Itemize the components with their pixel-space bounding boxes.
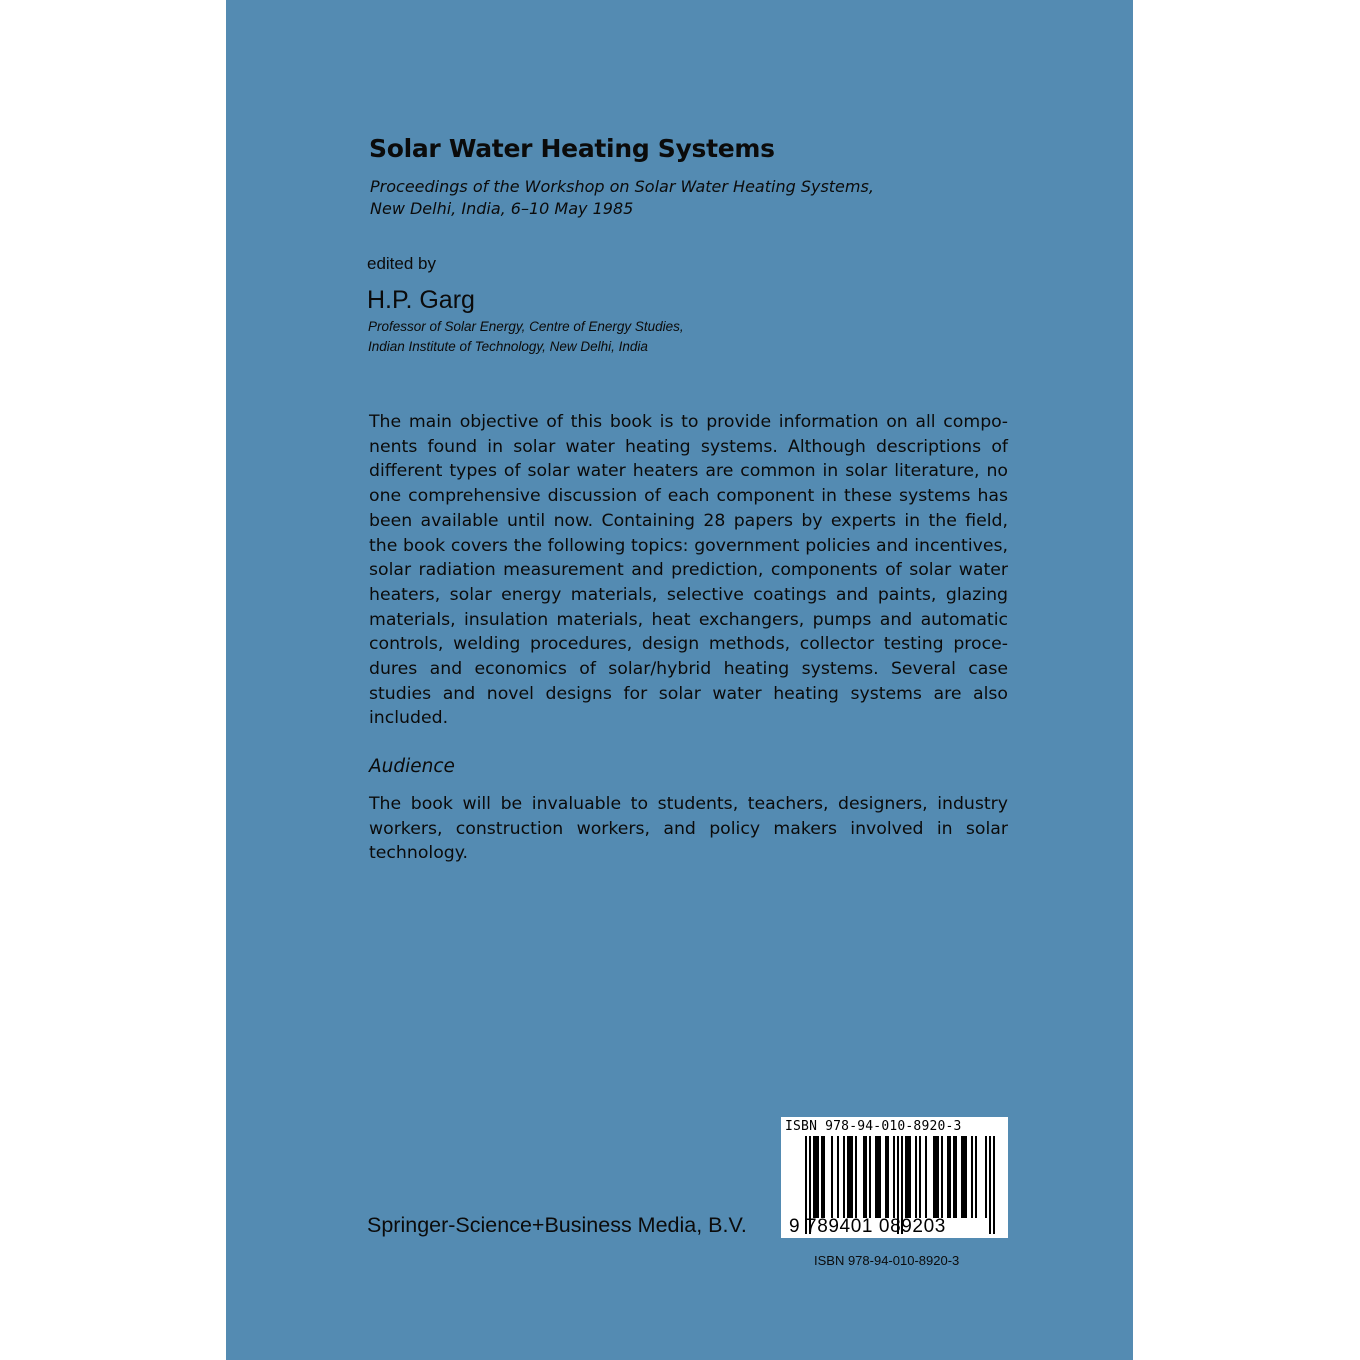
barcode-bar [909,1136,911,1218]
barcode-bar [949,1136,951,1218]
barcode-bar [875,1136,877,1218]
edited-by-label: edited by [367,254,436,273]
barcode-bar [865,1136,867,1218]
barcode-bar [855,1136,857,1218]
barcode-bar [887,1136,889,1218]
publisher-name: Springer-Science+Business Media, B.V. [367,1213,747,1237]
barcode-bar [941,1136,943,1218]
barcode-bar [847,1136,849,1218]
barcode-bar [961,1136,963,1218]
barcode-bar [837,1136,839,1218]
barcode-bar [815,1136,817,1218]
audience-heading: Audience [369,756,455,777]
barcode-bar [877,1136,879,1218]
barcode-bar [985,1136,987,1218]
barcode-bar [993,1136,995,1234]
barcode-bar [975,1136,977,1218]
barcode-bar [925,1136,927,1218]
barcode-bar [869,1136,871,1218]
affiliation-line-2: Indian Institute of Technology, New Delhi, India [368,339,648,354]
barcode-bar [965,1136,967,1218]
barcode-bar [831,1136,833,1218]
barcode-bar [893,1136,895,1218]
editor-name: H.P. Garg [367,286,475,314]
book-subtitle [370,176,874,220]
barcode-bar [919,1136,921,1218]
barcode-bar [849,1136,851,1218]
barcode-bar [907,1136,909,1218]
barcode-bar [813,1136,815,1218]
isbn-text: ISBN 978-94-010-8920-3 [814,1253,960,1268]
barcode-bar [851,1136,853,1218]
affiliation-line-1: Professor of Solar Energy, Centre of Energy Studies, [368,319,684,334]
barcode-bar [947,1136,949,1218]
barcode-bar [863,1136,865,1218]
barcode-bar [935,1136,937,1218]
barcode-bar [885,1136,887,1218]
barcode-bar [905,1136,907,1218]
subtitle-line-1: Proceedings of the Workshop on Solar Water Heating Systems, [370,177,874,196]
barcode-bar [843,1136,845,1218]
barcode-bar [937,1136,939,1218]
editor-affiliation [368,317,684,357]
isbn-barcode [781,1117,1008,1238]
barcode-bar [963,1136,965,1218]
barcode-bar [971,1136,973,1218]
book-title: Solar Water Heating Systems [369,134,775,163]
barcode-bar [823,1136,825,1218]
barcode-bar [879,1136,881,1218]
barcode-bar [953,1136,955,1218]
book-description: The main objective of this book is to provide information on all components found in solar water heating systems. Although descriptions of different types of solar water heaters are common in solar literature, no one comprehensive discussion of each component in these systems has been available until now. Containing 28 papers by experts in the field, the book covers the following topics: government policies and incentives, solar radiation measurement and prediction, components of solar water heaters, solar energy materials, selective coatings and paints, glazing materials, insulation materials, heat exchangers, pumps and automatic controls, welding procedures, design methods, collector testing procedures and economics of solar/hybrid heating systems. Several case studies and novel designs for solar water heating systems are also included. [369,412,1008,729]
audience-description: The book will be invaluable to students, teachers, designers, industry workers, construction workers, and policy makers involved in solar technology. [369,794,1008,864]
book-back-cover [226,0,1133,1360]
barcode-bar [821,1136,823,1218]
barcode-bar [933,1136,935,1218]
barcode-bar [817,1136,819,1218]
barcode-bar [915,1136,917,1218]
subtitle-line-2: New Delhi, India, 6–10 May 1985 [370,199,634,218]
barcode-bar [989,1136,991,1234]
barcode-digits: 9 789401 089203 [789,1216,946,1237]
barcode-bar [955,1136,957,1218]
barcode-isbn-label: ISBN 978-94-010-8920-3 [785,1119,962,1134]
